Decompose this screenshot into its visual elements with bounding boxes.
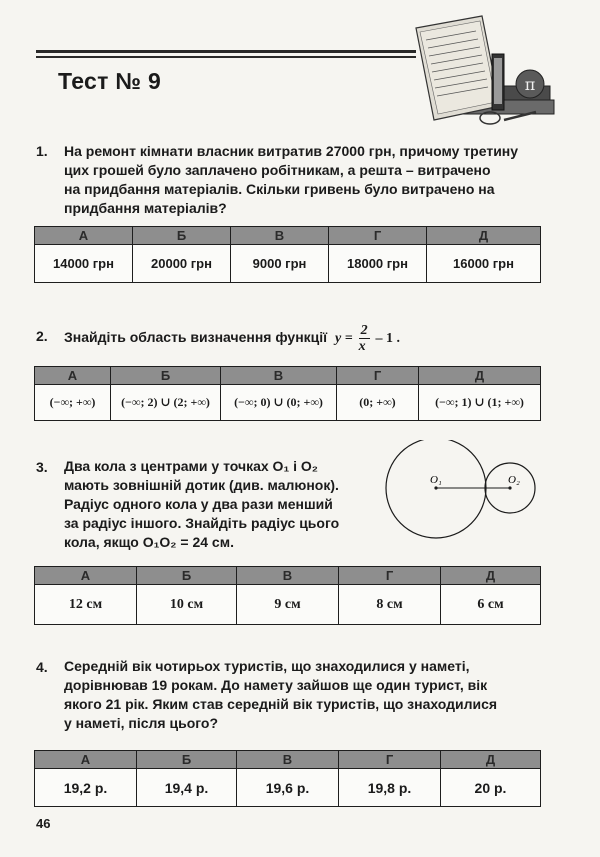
answer-header-row bbox=[35, 567, 541, 585]
q2-formula-tail: – 1 . bbox=[375, 331, 400, 346]
q4-text bbox=[64, 657, 542, 733]
q1-option-b[interactable]: 20000 грн bbox=[133, 245, 231, 283]
answer-label-h: Г bbox=[339, 751, 441, 769]
q1-line: цих грошей було заплачено робітникам, а решта – витрачено bbox=[64, 162, 491, 178]
answer-header-row bbox=[35, 227, 541, 245]
answer-label-b: Б bbox=[133, 227, 231, 245]
q3-answer-table bbox=[34, 566, 541, 625]
page-number: 46 bbox=[36, 816, 51, 831]
q4-line: Середній вік чотирьох туристів, що знаходилися у наметі, bbox=[64, 658, 470, 674]
q1-line: на придбання матеріалів. Скільки гривень було витрачено на bbox=[64, 181, 495, 197]
svg-text:π: π bbox=[524, 75, 536, 94]
q4-line: якого 21 рік. Яким став середній вік туристів, що знаходилися bbox=[64, 696, 498, 712]
q2-formula-fraction bbox=[359, 323, 370, 354]
answer-label-d: Д bbox=[441, 751, 541, 769]
answer-label-b: Б bbox=[137, 751, 237, 769]
q3-option-a[interactable]: 12 см bbox=[35, 585, 137, 625]
math-books-illustration bbox=[408, 14, 558, 132]
answer-label-d: Д bbox=[427, 227, 541, 245]
q4-answer-table bbox=[34, 750, 541, 807]
q2-text bbox=[64, 318, 504, 358]
q3-line: кола, якщо O₁O₂ = 24 см. bbox=[64, 534, 234, 550]
answer-header-row bbox=[35, 751, 541, 769]
answer-label-d: Д bbox=[419, 367, 541, 385]
q2-question: Знайдіть область визначення функції bbox=[64, 329, 328, 345]
q3-line: за радіус іншого. Знайдіть радіус цього bbox=[64, 515, 340, 531]
q2-number: 2. bbox=[36, 328, 48, 344]
answer-option-row bbox=[35, 385, 541, 421]
q4-number: 4. bbox=[36, 659, 48, 675]
q2-option-a[interactable]: (−∞; +∞) bbox=[35, 385, 111, 421]
q3-option-b[interactable]: 10 см bbox=[137, 585, 237, 625]
q3-line: Радіус одного кола у два рази менший bbox=[64, 496, 333, 512]
q1-text bbox=[64, 142, 544, 218]
q4-option-b[interactable]: 19,4 р. bbox=[137, 769, 237, 807]
page-title: Тест № 9 bbox=[58, 68, 162, 94]
q2-formula-lhs: y = bbox=[335, 331, 353, 346]
q2-denominator: x bbox=[358, 338, 366, 354]
q2-option-v[interactable]: (−∞; 0) ∪ (0; +∞) bbox=[221, 385, 337, 421]
q1-number: 1. bbox=[36, 143, 48, 159]
q4-option-d[interactable]: 20 р. bbox=[441, 769, 541, 807]
center1-label: O₁ bbox=[430, 474, 442, 486]
q3-option-d[interactable]: 6 см bbox=[441, 585, 541, 625]
q2-option-h[interactable]: (0; +∞) bbox=[337, 385, 419, 421]
q3-line: мають зовнішній дотик (див. малюнок). bbox=[64, 477, 339, 493]
q4-option-a[interactable]: 19,2 р. bbox=[35, 769, 137, 807]
center-point-2 bbox=[508, 486, 511, 489]
answer-label-b: Б bbox=[111, 367, 221, 385]
answer-label-a: А bbox=[35, 367, 111, 385]
answer-label-h: Г bbox=[339, 567, 441, 585]
q2-option-b[interactable]: (−∞; 2) ∪ (2; +∞) bbox=[111, 385, 221, 421]
answer-option-row bbox=[35, 245, 541, 283]
center-point-1 bbox=[434, 486, 437, 489]
answer-label-v: В bbox=[231, 227, 329, 245]
q3-text bbox=[64, 457, 374, 552]
q4-option-v[interactable]: 19,6 р. bbox=[237, 769, 339, 807]
q3-line: Два кола з центрами у точках O₁ і O₂ bbox=[64, 458, 319, 474]
tangent-circles-figure bbox=[380, 440, 560, 550]
q4-line: дорівнював 19 рокам. До намету зайшов ще один турист, вік bbox=[64, 677, 488, 693]
answer-option-row bbox=[35, 769, 541, 807]
answer-label-d: Д bbox=[441, 567, 541, 585]
answer-label-v: В bbox=[237, 751, 339, 769]
header-rule-bottom bbox=[36, 56, 416, 58]
header-rule-top bbox=[36, 50, 416, 53]
answer-label-a: А bbox=[35, 227, 133, 245]
q1-line: На ремонт кімнати власник витратив 27000 грн, причому третину bbox=[64, 143, 519, 159]
answer-label-a: А bbox=[35, 751, 137, 769]
answer-option-row bbox=[35, 585, 541, 625]
answer-label-a: А bbox=[35, 567, 137, 585]
q4-option-h[interactable]: 19,8 р. bbox=[339, 769, 441, 807]
center2-label: O₂ bbox=[508, 474, 520, 486]
answer-header-row bbox=[35, 367, 541, 385]
q2-answer-table bbox=[34, 366, 541, 421]
answer-label-v: В bbox=[237, 567, 339, 585]
q1-option-h[interactable]: 18000 грн bbox=[329, 245, 427, 283]
q1-answer-table bbox=[34, 226, 541, 283]
q2-option-d[interactable]: (−∞; 1) ∪ (1; +∞) bbox=[419, 385, 541, 421]
q3-option-h[interactable]: 8 см bbox=[339, 585, 441, 625]
q1-option-d[interactable]: 16000 грн bbox=[427, 245, 541, 283]
q1-option-v[interactable]: 9000 грн bbox=[231, 245, 329, 283]
q3-option-v[interactable]: 9 см bbox=[237, 585, 339, 625]
q1-line: придбання матеріалів? bbox=[64, 200, 227, 216]
q3-number: 3. bbox=[36, 459, 48, 475]
q1-option-a[interactable]: 14000 грн bbox=[35, 245, 133, 283]
answer-label-v: В bbox=[221, 367, 337, 385]
q4-line: у наметі, після цього? bbox=[64, 715, 218, 731]
q2-numerator: 2 bbox=[360, 322, 368, 338]
answer-label-h: Г bbox=[329, 227, 427, 245]
answer-label-h: Г bbox=[337, 367, 419, 385]
answer-label-b: Б bbox=[137, 567, 237, 585]
